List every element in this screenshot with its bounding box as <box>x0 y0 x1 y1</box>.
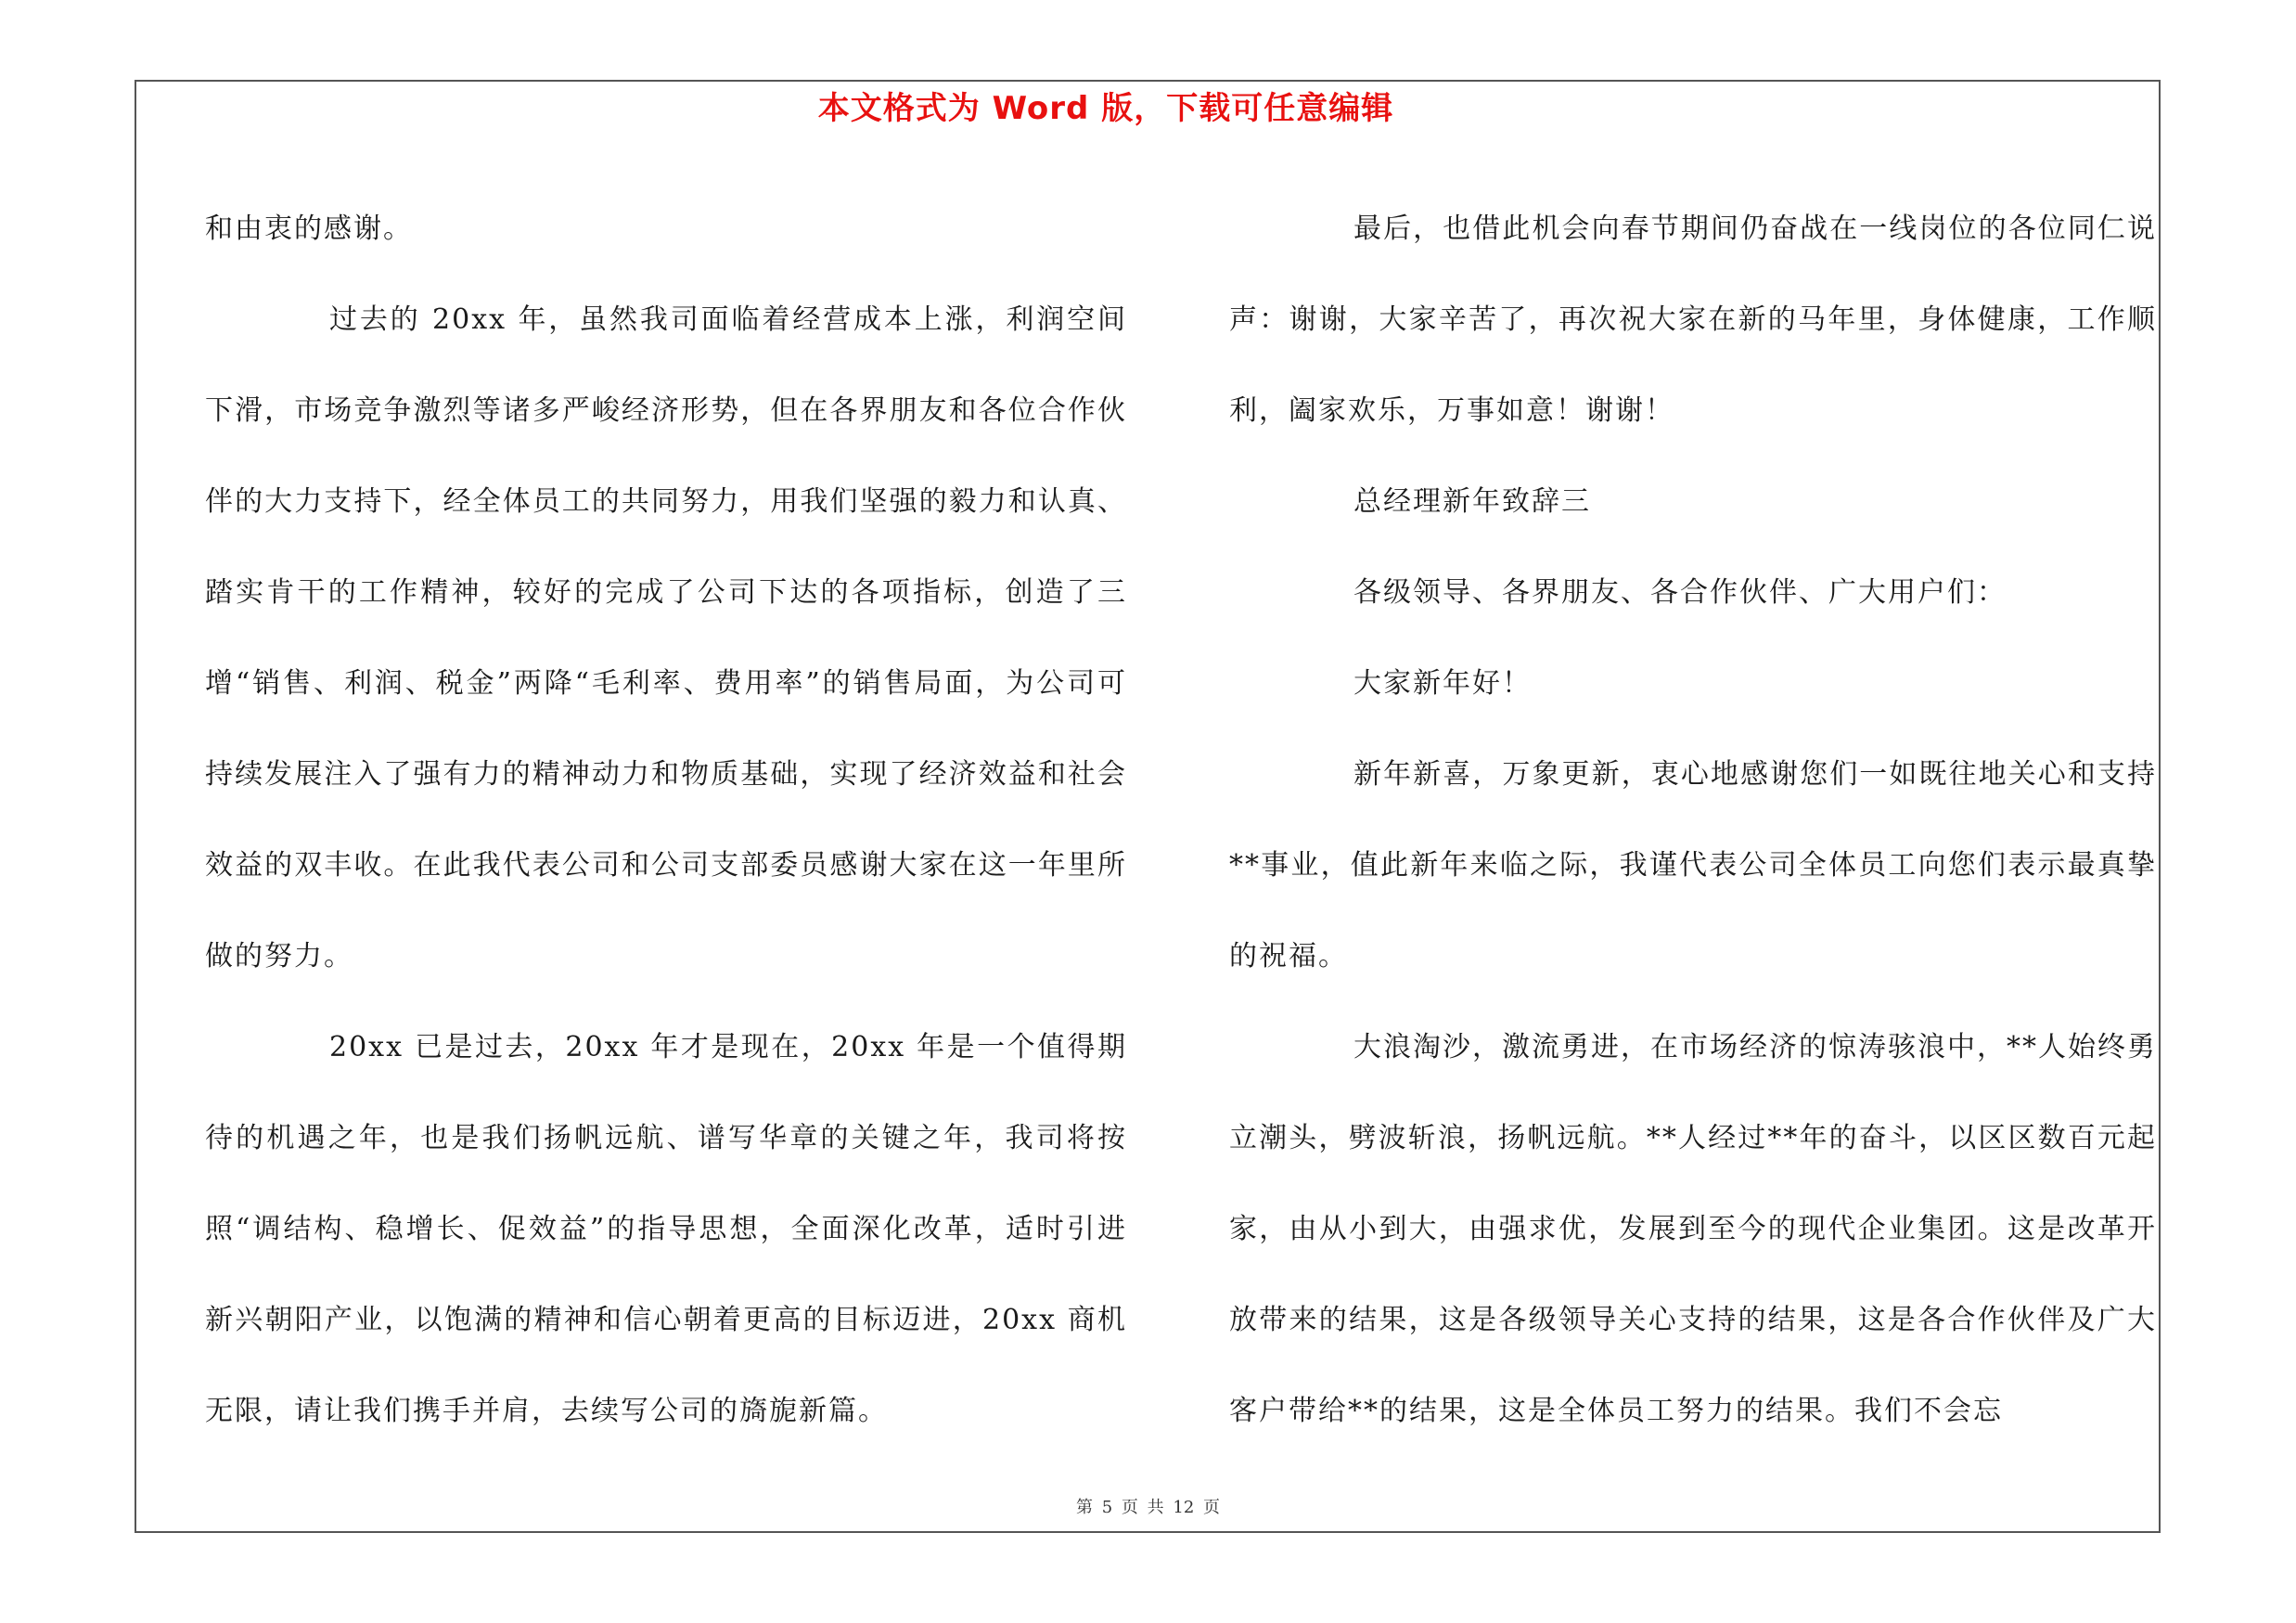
footer-page-word: 页 <box>1121 1498 1138 1517</box>
section-heading: 总经理新年致辞三 <box>1353 485 1591 518</box>
paragraph: 新年新喜，万象更新，衷心地感谢您们一如既往地关心和支持**事业，值此新年来临之际，我谨代表公司全体员工向您们表示最真挚的祝福。 <box>1229 758 2157 973</box>
footer-total-prefix: 共 <box>1147 1498 1164 1517</box>
footer-suffix: 页 <box>1203 1498 1221 1517</box>
right-text-column <box>1229 184 2157 1457</box>
paragraph: 20xx 已是过去，20xx 年才是现在，20xx 年是一个值得期待的机遇之年，也是我们扬帆远航、谱写华章的关键之年，我司将按照“调结构、稳增长、促效益”的指导思想，全面深化改革，适时引进新兴朝阳产业，以饱满的精神和信心朝着更高的目标迈进，20xx 商机无限，请让我们携手并肩，去续写公司的旖旎新篇。 <box>205 1031 1127 1427</box>
format-notice-banner: 本文格式为 Word 版，下载可任意编辑 <box>817 90 1394 127</box>
page-number-footer <box>0 1497 2296 1519</box>
paragraph: 最后，也借此机会向春节期间仍奋战在一线岗位的各位同仁说声：谢谢，大家辛苦了，再次祝大家在新的马年里，身体健康，工作顺利，阖家欢乐，万事如意！谢谢！ <box>1229 213 2157 427</box>
paragraph: 大浪淘沙，激流勇进，在市场经济的惊涛骇浪中，**人始终勇立潮头，劈波斩浪，扬帆远航。**人经过**年的奋斗，以区区数百元起家，由从小到大，由强求优，发展到至今的现代企业集团。这是改革开放带来的结果，这是各级领导关心支持的结果，这是各合作伙伴及广大客户带给**的结果，这是全体员工努力的结果。我们不会忘 <box>1229 1031 2157 1427</box>
paragraph: 和由衷的感谢。 <box>205 213 413 245</box>
greeting: 大家新年好！ <box>1353 667 1532 700</box>
paragraph: 过去的 20xx 年，虽然我司面临着经营成本上涨，利润空间下滑，市场竞争激烈等诸多严峻经济形势，但在各界朋友和各位合作伙伴的大力支持下，经全体员工的共同努力，用我们坚强的毅力和认真、踏实肯干的工作精神，较好的完成了公司下达的各项指标，创造了三增“销售、利润、税金”两降“毛利率、费用率”的销售局面，为公司可持续发展注入了强有力的精神动力和物质基础，实现了经济效益和社会效益的双丰收。在此我代表公司和公司支部委员感谢大家在这一年里所做的努力。 <box>205 303 1127 973</box>
salutation: 各级领导、各界朋友、各合作伙伴、广大用户们： <box>1353 576 2007 609</box>
total-page-count: 12 <box>1173 1498 1195 1517</box>
current-page-number: 5 <box>1101 1498 1113 1517</box>
left-text-column <box>205 184 1127 1457</box>
footer-prefix: 第 <box>1075 1498 1093 1517</box>
